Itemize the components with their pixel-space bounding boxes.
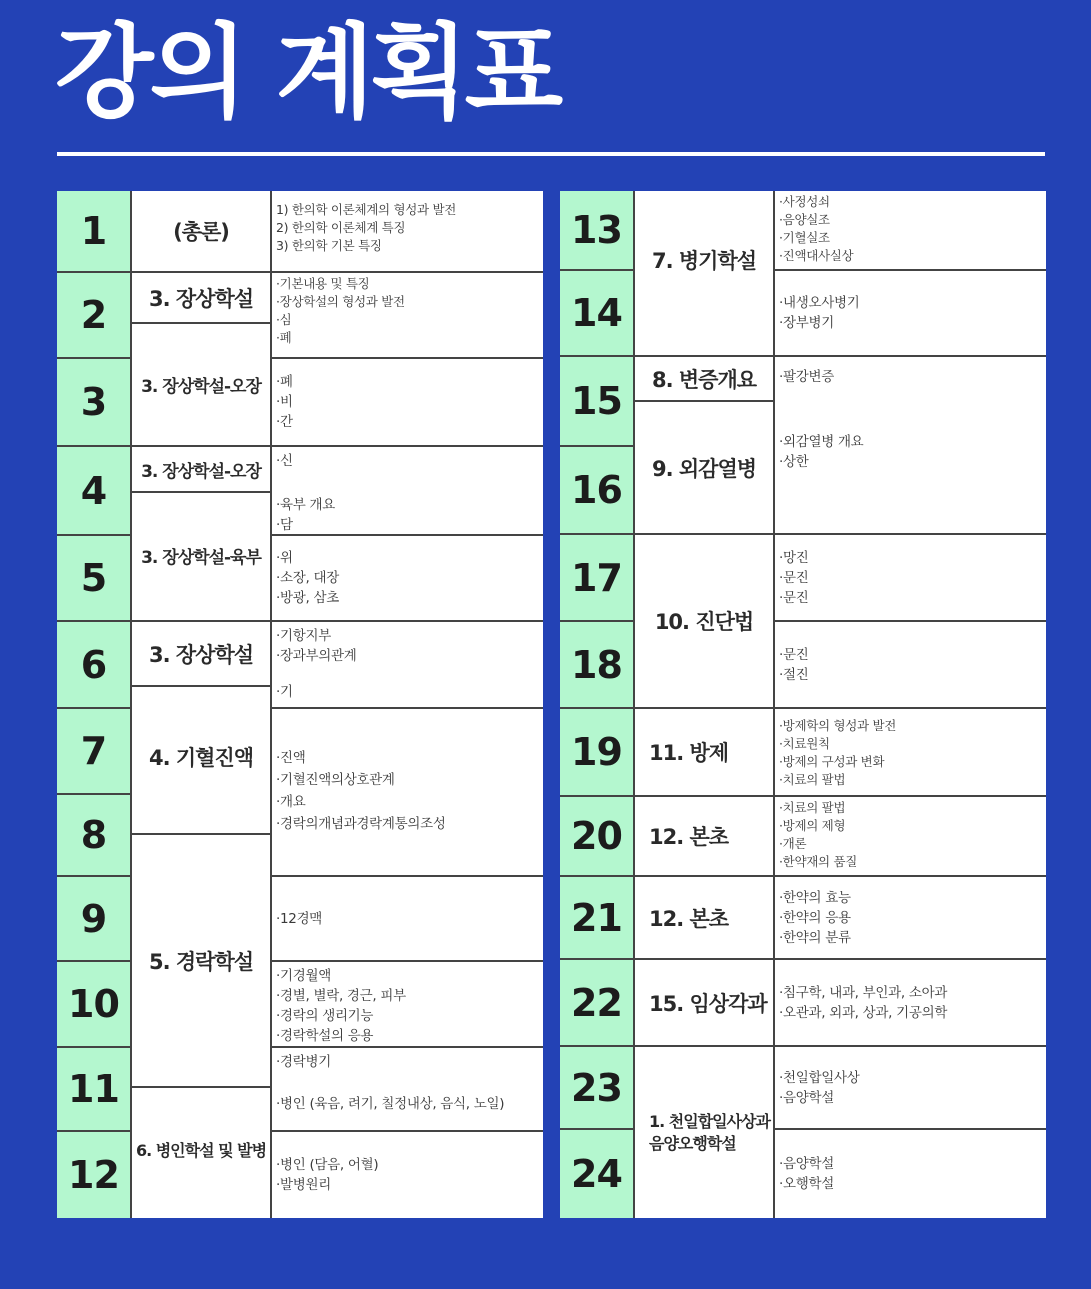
lesson-detail: ·망진 ·문진 ·문진: [775, 535, 1046, 622]
lesson-detail: ·외감열병 개요 ·상한: [775, 402, 1046, 535]
lesson-topic: 9. 외감열병: [635, 402, 775, 535]
lesson-number: 9: [57, 877, 132, 962]
lesson-detail: ·기: [272, 678, 543, 709]
lesson-number: 7: [57, 709, 132, 795]
lesson-topic: 5. 경락학설: [132, 835, 272, 1088]
lesson-detail: ·기경월액 ·경별, 별락, 경근, 피부 ·경락의 생리기능 ·경락학설의 응용: [272, 962, 543, 1048]
lesson-topic: 11. 방제: [635, 709, 775, 797]
lesson-number: 8: [57, 795, 132, 877]
lesson-topic: 4. 기혈진액: [132, 687, 272, 835]
lesson-number: 17: [560, 535, 635, 622]
lesson-topic: 12. 본초: [635, 797, 775, 877]
lesson-detail: ·한약의 효능 ·한약의 응용 ·한약의 분류: [775, 877, 1046, 960]
lesson-detail: ·경락병기: [272, 1048, 543, 1090]
lesson-topic: 8. 변증개요: [635, 357, 775, 402]
schedule-table-right: [560, 191, 1046, 1218]
lesson-topic: 3. 장상학설: [132, 273, 272, 324]
lesson-number: 21: [560, 877, 635, 960]
lesson-number: 16: [560, 447, 635, 535]
lesson-number: 14: [560, 271, 635, 357]
lesson-detail: ·12경맥: [272, 877, 543, 962]
lesson-topic: (총론): [132, 191, 272, 273]
lesson-topic: 3. 장상학설-오장: [132, 447, 272, 493]
page-title: 강의 계획표: [55, 14, 560, 133]
lesson-topic: 10. 진단법: [635, 535, 775, 709]
lesson-topic: 1. 천일합일사상과 음양오행학설: [635, 1047, 775, 1218]
lesson-number: 23: [560, 1047, 635, 1130]
lesson-detail: ·기항지부 ·장과부의관계: [272, 622, 543, 678]
lesson-detail: ·음양학설 ·오행학설: [775, 1130, 1046, 1218]
lesson-topic: 3. 장상학설: [132, 622, 272, 687]
lesson-number: 10: [57, 962, 132, 1048]
lesson-number: 4: [57, 447, 132, 536]
lesson-number: 2: [57, 273, 132, 359]
lesson-number: 18: [560, 622, 635, 709]
lesson-detail: ·진액 ·기혈진액의상호관계 ·개요 ·경락의개념과경락계통의조성: [272, 709, 543, 877]
lesson-detail: ·치료의 팔법 ·방제의 제형 ·개론 ·한약재의 품질: [775, 797, 1046, 877]
lesson-detail: ·문진 ·절진: [775, 622, 1046, 709]
lesson-topic: 15. 임상각과: [635, 960, 775, 1047]
lesson-detail: ·천일합일사상 ·음양학설: [775, 1047, 1046, 1130]
lesson-number: 13: [560, 191, 635, 271]
lesson-number: 19: [560, 709, 635, 797]
lesson-number: 3: [57, 359, 132, 447]
lesson-detail: ·위 ·소장, 대장 ·방광, 삼초: [272, 536, 543, 622]
lesson-number: 15: [560, 357, 635, 447]
title-divider: [57, 152, 1045, 156]
lesson-detail: ·사정성쇠 ·음양실조 ·기혈실조 ·진액대사실상: [775, 191, 1046, 271]
lesson-number: 11: [57, 1048, 132, 1132]
lesson-number: 24: [560, 1130, 635, 1218]
lesson-number: 5: [57, 536, 132, 622]
lesson-topic: 3. 장상학설-오장: [132, 324, 272, 447]
schedule-table-left: [57, 191, 543, 1218]
lesson-detail: ·방제학의 형성과 발전 ·치료원칙 ·방제의 구성과 변화 ·치료의 팔법: [775, 709, 1046, 797]
lesson-topic: 6. 병인학설 및 발병: [132, 1088, 272, 1218]
lesson-detail: ·병인 (육음, 려기, 칠정내상, 음식, 노일): [272, 1090, 543, 1132]
lesson-detail: 1) 한의학 이론체계의 형성과 발전 2) 한의학 이론체계 특징 3) 한의학 기본 특징: [272, 191, 543, 273]
lesson-detail: ·육부 개요 ·담: [272, 491, 543, 536]
lesson-detail: ·침구학, 내과, 부인과, 소아과 ·오관과, 외과, 상과, 기공의학: [775, 960, 1046, 1047]
lesson-detail: ·팔강변증: [775, 357, 1046, 402]
lesson-number: 12: [57, 1132, 132, 1218]
lesson-number: 22: [560, 960, 635, 1047]
lesson-number: 1: [57, 191, 132, 273]
lesson-topic: 7. 병기학설: [635, 191, 775, 357]
lesson-detail: ·신: [272, 447, 543, 491]
lesson-topic: 12. 본초: [635, 877, 775, 960]
lesson-number: 6: [57, 622, 132, 709]
lesson-number: 20: [560, 797, 635, 877]
lesson-detail: ·폐 ·비 ·간: [272, 359, 543, 447]
lesson-detail: ·내생오사병기 ·장부병기: [775, 271, 1046, 357]
lesson-detail: ·병인 (담음, 어혈) ·발병원리: [272, 1132, 543, 1218]
lesson-topic: 3. 장상학설-육부: [132, 493, 272, 622]
lesson-detail: ·기본내용 및 특징 ·장상학설의 형성과 발전 ·심 ·폐: [272, 273, 543, 359]
